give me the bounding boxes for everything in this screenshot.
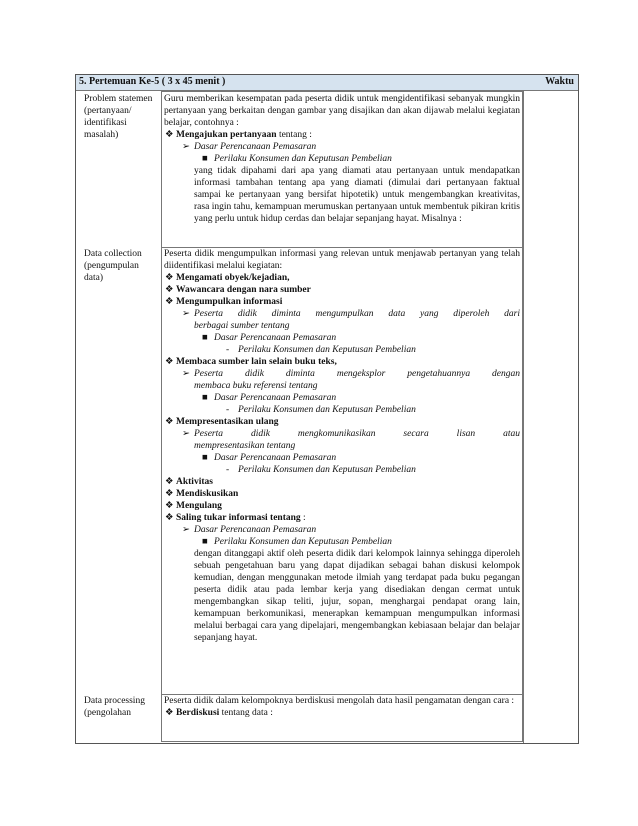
list-item: ➢ Peserta didik mengkomunikasikan secara lisan atau xyxy=(182,429,520,439)
phase-data-collection: Data collection (pengumpulan data) xyxy=(84,249,142,283)
diamond-bullet-icon: ❖ xyxy=(165,273,174,283)
arrow-bullet-icon: ➢ xyxy=(182,142,190,152)
list-item: ❖ Wawancara dengan nara sumber xyxy=(165,285,311,295)
arrow-bullet-icon: ➢ xyxy=(182,369,190,379)
diamond-bullet-icon: ❖ xyxy=(165,297,174,307)
list-item: - Perilaku Konsumen dan Keputusan Pembelian xyxy=(226,465,416,475)
square-bullet-icon: ■ xyxy=(202,453,208,463)
waktu-column-divider xyxy=(523,91,524,743)
list-item: ❖ Mengumpulkan informasi xyxy=(165,297,283,307)
square-bullet-icon: ■ xyxy=(202,537,208,547)
list-item: ➢ Dasar Perencanaan Pemasaran xyxy=(182,525,317,535)
list-item: ❖ Mendiskusikan xyxy=(165,489,239,499)
list-item: ❖ Berdiskusi tentang data : xyxy=(165,708,273,718)
paragraph: Guru memberikan kesempatan pada peserta didik untuk mengidentifikasi sebanyak mungkin pertanyaan yang berkaitan dengan gambar yang disajikan dan akan dijawab melalui kegiatan belajar, contohnya : xyxy=(164,94,520,128)
paragraph: Peserta didik mengumpulkan informasi yang relevan untuk menjawab pertanyan yang telah diidentifikasi melalui kegiatan: xyxy=(164,249,520,271)
lesson-table xyxy=(75,74,579,744)
diamond-bullet-icon: ❖ xyxy=(165,708,174,718)
diamond-bullet-icon: ❖ xyxy=(165,501,174,511)
list-item: ❖ Saling tukar informasi tentang : xyxy=(165,513,306,523)
square-bullet-icon: ■ xyxy=(202,393,208,403)
list-item: ❖ Mengamati obyek/kejadian, xyxy=(165,273,290,283)
list-item-cont: membaca buku referensi tentang xyxy=(194,381,318,391)
list-item: ➢ Peserta didik diminta mengeksplor pengetahuannya dengan xyxy=(182,369,520,379)
diamond-bullet-icon: ❖ xyxy=(165,285,174,295)
list-item: ■ Dasar Perencanaan Pemasaran xyxy=(202,393,337,403)
phase-data-processing: Data processing (pengolahan xyxy=(84,696,145,718)
arrow-bullet-icon: ➢ xyxy=(182,525,190,535)
list-item: ■ Dasar Perencanaan Pemasaran xyxy=(202,333,337,343)
arrow-bullet-icon: ➢ xyxy=(182,309,190,319)
list-item-cont: berbagai sumber tentang xyxy=(194,321,290,331)
table-header xyxy=(76,75,578,91)
data-collection-content xyxy=(164,248,520,644)
diamond-bullet-icon: ❖ xyxy=(165,130,174,140)
list-item: ❖ Membaca sumber lain selain buku teks, xyxy=(165,357,337,367)
arrow-bullet-icon: ➢ xyxy=(182,429,190,439)
diamond-bullet-icon: ❖ xyxy=(165,417,174,427)
dash-bullet-icon: - xyxy=(226,345,230,355)
list-item: - Perilaku Konsumen dan Keputusan Pembelian xyxy=(226,405,416,415)
list-item-cont: mempresentasikan tentang xyxy=(194,441,296,451)
paragraph: Peserta didik dalam kelompoknya berdiskusi mengolah data hasil pengamatan dengan cara : xyxy=(164,696,515,706)
dash-bullet-icon: - xyxy=(226,465,230,475)
square-bullet-icon: ■ xyxy=(202,154,208,164)
phase-problem-statement: Problem statemen (pertanyaan/ identifikasi masalah) xyxy=(84,94,153,140)
meeting-title: 5. Pertemuan Ke-5 ( 3 x 45 menit ) xyxy=(79,76,226,87)
paragraph: dengan ditanggapi aktif oleh peserta didik dari kelompok lainnya sehingga diperoleh sebuah pengetahuan baru yang dapat dijadikan sebagai bahan diskusi kelompok kemudian, dengan menggunakan metode ilmiah yang terdapat pada buku pegangan peserta didik atau pada lembar kerja yang disediakan dengan cermat untuk mengembangkan sikap teliti, jujur, sopan, menghargai pendapat orang lain, kemampuan berkomunikasi, menerapkan kemampuan mengumpulkan informasi melalui berbagai cara yang dipelajari, mengembangkan kebiasaan belajar dan belajar sepanjang hayat. xyxy=(194,549,520,643)
dash-bullet-icon: - xyxy=(226,405,230,415)
list-item: ❖ Mengajukan pertanyaan tentang : xyxy=(165,130,312,140)
diamond-bullet-icon: ❖ xyxy=(165,489,174,499)
diamond-bullet-icon: ❖ xyxy=(165,477,174,487)
list-item: ❖ Aktivitas xyxy=(165,477,213,487)
list-item: ■ Dasar Perencanaan Pemasaran xyxy=(202,453,337,463)
waktu-header: Waktu xyxy=(545,76,574,87)
problem-statement-content xyxy=(164,93,520,225)
paragraph: yang tidak dipahami dari apa yang diamati atau pertanyaan untuk mendapatkan informasi tambahan tentang apa yang diamati (dimulai dari pertanyaan faktual sampai ke pertanyaan yang bersifat hipotetik) untuk mengembangkan kreativitas, rasa ingin tahu, kemampuan merumuskan pertanyaan untuk membentuk pikiran kritis yang perlu untuk hidup cerdas dan belajar sepanjang hayat. Misalnya : xyxy=(194,166,520,224)
list-item: ❖ Mempresentasikan ulang xyxy=(165,417,279,427)
list-item: - Perilaku Konsumen dan Keputusan Pembelian xyxy=(226,345,416,355)
square-bullet-icon: ■ xyxy=(202,333,208,343)
data-processing-content xyxy=(164,695,520,719)
list-item: ➢ Dasar Perencanaan Pemasaran xyxy=(182,142,317,152)
diamond-bullet-icon: ❖ xyxy=(165,513,174,523)
list-item: ➢ Peserta didik diminta mengumpulkan data yang diperoleh dari xyxy=(182,309,520,319)
list-item: ■ Perilaku Konsumen dan Keputusan Pembelian xyxy=(202,154,392,164)
diamond-bullet-icon: ❖ xyxy=(165,357,174,367)
list-item: ■ Perilaku Konsumen dan Keputusan Pembelian xyxy=(202,537,392,547)
list-item: ❖ Mengulang xyxy=(165,501,222,511)
